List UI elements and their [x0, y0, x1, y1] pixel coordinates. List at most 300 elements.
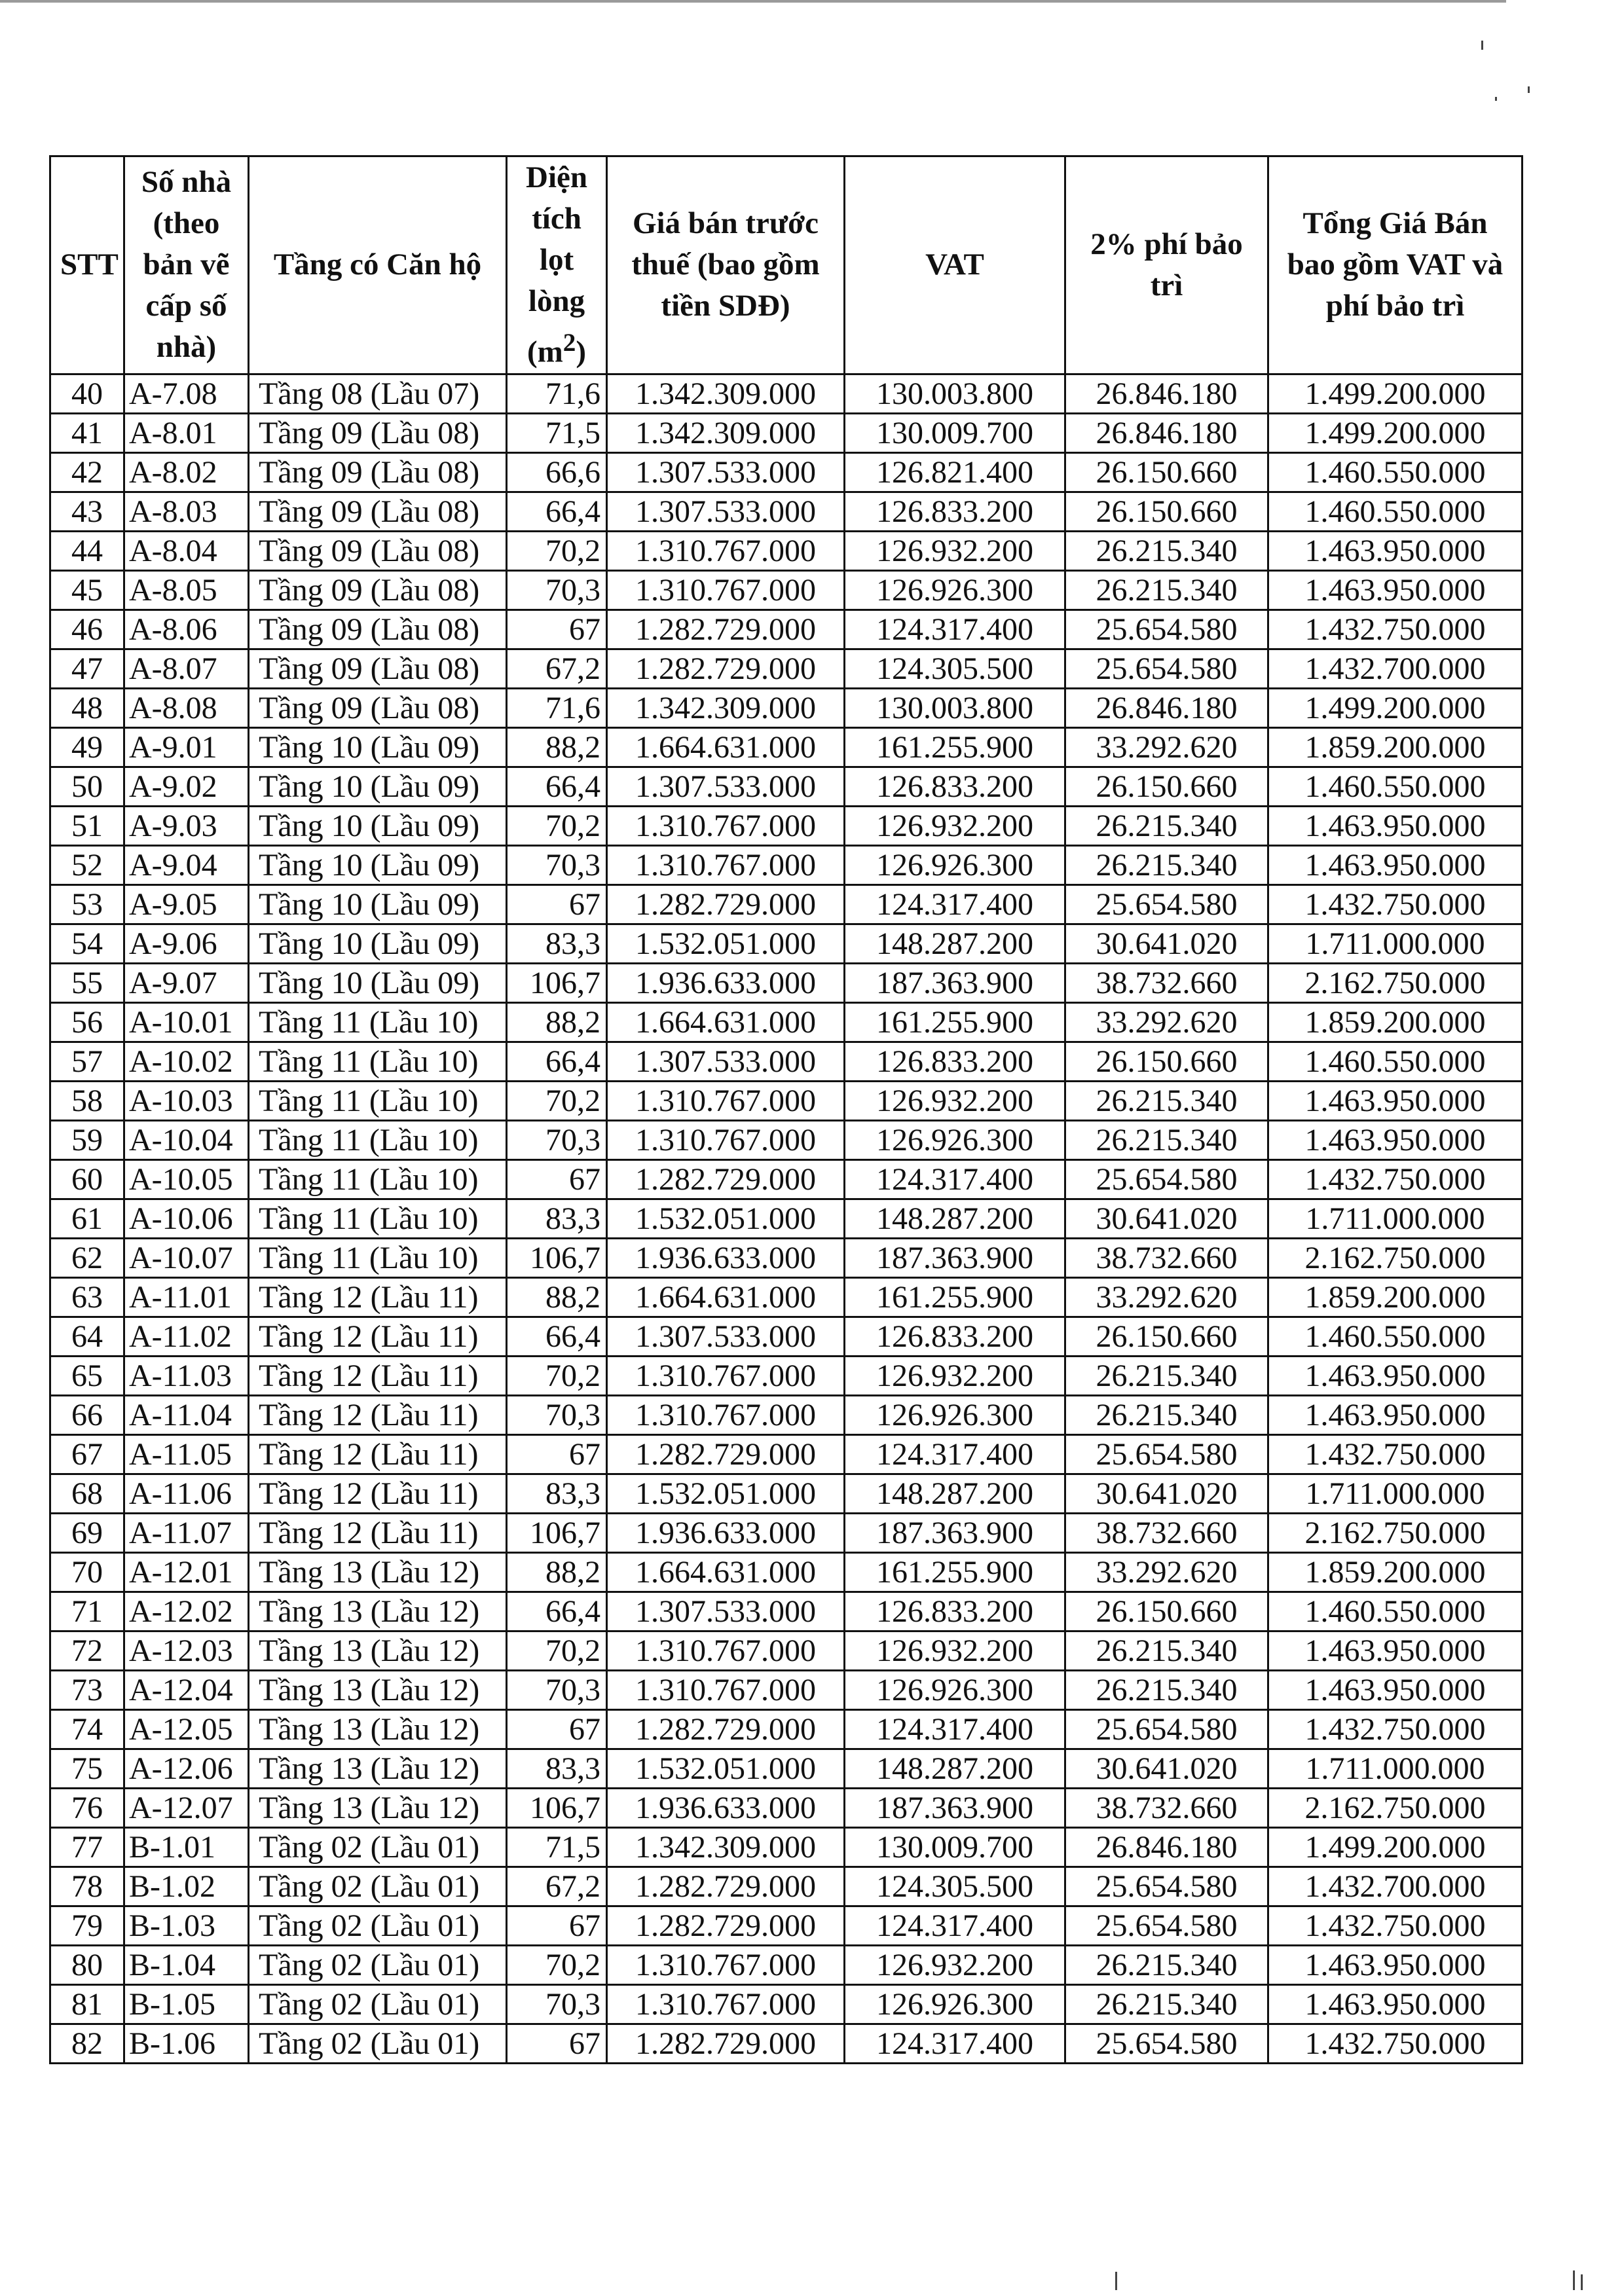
cell-fee: 38.732.660 — [1065, 1513, 1268, 1552]
cell-area: 83,3 — [507, 1199, 607, 1238]
cell-area: 70,3 — [507, 1395, 607, 1434]
table-row — [50, 688, 1522, 727]
cell-fee: 26.215.340 — [1065, 1670, 1268, 1709]
cell-unit: A-8.02 — [124, 452, 249, 492]
cell-floor: Tầng 02 (Lầu 01) — [249, 1945, 507, 1984]
cell-fee: 25.654.580 — [1065, 1159, 1268, 1199]
cell-fee: 26.150.660 — [1065, 767, 1268, 806]
cell-fee: 25.654.580 — [1065, 884, 1268, 924]
cell-floor: Tầng 12 (Lầu 11) — [249, 1356, 507, 1395]
cell-price: 1.310.767.000 — [607, 1395, 845, 1434]
cell-stt: 77 — [50, 1827, 124, 1867]
cell-stt: 57 — [50, 1042, 124, 1081]
cell-area: 70,3 — [507, 1670, 607, 1709]
cell-unit: A-9.05 — [124, 884, 249, 924]
cell-stt: 70 — [50, 1552, 124, 1592]
table-row — [50, 452, 1522, 492]
cell-unit: A-12.07 — [124, 1788, 249, 1827]
cell-vat: 126.932.200 — [845, 806, 1065, 845]
cell-vat: 161.255.900 — [845, 1277, 1065, 1317]
cell-stt: 53 — [50, 884, 124, 924]
cell-price: 1.307.533.000 — [607, 492, 845, 531]
cell-floor: Tầng 09 (Lầu 08) — [249, 610, 507, 649]
cell-vat: 148.287.200 — [845, 924, 1065, 963]
cell-area: 88,2 — [507, 1552, 607, 1592]
table-row — [50, 492, 1522, 531]
table-row — [50, 1081, 1522, 1120]
table-row — [50, 1906, 1522, 1945]
table-row — [50, 2024, 1522, 2063]
cell-stt: 59 — [50, 1120, 124, 1159]
cell-fee: 26.215.340 — [1065, 1631, 1268, 1670]
table-row — [50, 884, 1522, 924]
cell-stt: 55 — [50, 963, 124, 1002]
cell-stt: 79 — [50, 1906, 124, 1945]
cell-price: 1.342.309.000 — [607, 688, 845, 727]
cell-price: 1.307.533.000 — [607, 1042, 845, 1081]
cell-area: 70,3 — [507, 1120, 607, 1159]
cell-price: 1.310.767.000 — [607, 845, 845, 884]
cell-total: 1.432.700.000 — [1268, 1867, 1522, 1906]
cell-stt: 66 — [50, 1395, 124, 1434]
cell-area: 71,6 — [507, 688, 607, 727]
cell-unit: A-10.02 — [124, 1042, 249, 1081]
table-row — [50, 1434, 1522, 1474]
header-area-sup: 2 — [563, 329, 576, 357]
table-row — [50, 374, 1522, 413]
cell-stt: 61 — [50, 1199, 124, 1238]
cell-fee: 26.150.660 — [1065, 452, 1268, 492]
cell-vat: 126.932.200 — [845, 1631, 1065, 1670]
table-row — [50, 1631, 1522, 1670]
cell-vat: 187.363.900 — [845, 963, 1065, 1002]
cell-price: 1.342.309.000 — [607, 413, 845, 452]
cell-floor: Tầng 11 (Lầu 10) — [249, 1159, 507, 1199]
cell-area: 70,3 — [507, 845, 607, 884]
cell-vat: 126.833.200 — [845, 1592, 1065, 1631]
cell-fee: 26.150.660 — [1065, 1317, 1268, 1356]
cell-unit: A-12.05 — [124, 1709, 249, 1749]
cell-price: 1.282.729.000 — [607, 1709, 845, 1749]
cell-stt: 81 — [50, 1984, 124, 2024]
cell-floor: Tầng 10 (Lầu 09) — [249, 806, 507, 845]
header-stt: STT — [50, 156, 124, 374]
cell-area: 66,4 — [507, 492, 607, 531]
scan-mark — [1495, 97, 1497, 101]
cell-stt: 65 — [50, 1356, 124, 1395]
cell-vat: 126.821.400 — [845, 452, 1065, 492]
cell-area: 88,2 — [507, 1002, 607, 1042]
cell-total: 1.432.750.000 — [1268, 1709, 1522, 1749]
cell-floor: Tầng 09 (Lầu 08) — [249, 649, 507, 688]
cell-total: 1.859.200.000 — [1268, 1277, 1522, 1317]
cell-floor: Tầng 12 (Lầu 11) — [249, 1434, 507, 1474]
cell-stt: 82 — [50, 2024, 124, 2063]
cell-total: 1.432.700.000 — [1268, 649, 1522, 688]
cell-floor: Tầng 09 (Lầu 08) — [249, 452, 507, 492]
cell-unit: A-9.07 — [124, 963, 249, 1002]
cell-price: 1.664.631.000 — [607, 1002, 845, 1042]
header-vat: VAT — [845, 156, 1065, 374]
table-row — [50, 1984, 1522, 2024]
cell-total: 1.463.950.000 — [1268, 531, 1522, 570]
cell-floor: Tầng 02 (Lầu 01) — [249, 1867, 507, 1906]
cell-vat: 126.926.300 — [845, 1120, 1065, 1159]
cell-unit: B-1.04 — [124, 1945, 249, 1984]
cell-unit: A-11.03 — [124, 1356, 249, 1395]
cell-area: 67,2 — [507, 1867, 607, 1906]
cell-price: 1.664.631.000 — [607, 1552, 845, 1592]
cell-unit: A-8.05 — [124, 570, 249, 610]
cell-floor: Tầng 13 (Lầu 12) — [249, 1749, 507, 1788]
cell-area: 66,4 — [507, 1042, 607, 1081]
cell-fee: 26.150.660 — [1065, 1042, 1268, 1081]
cell-fee: 33.292.620 — [1065, 1277, 1268, 1317]
cell-floor: Tầng 02 (Lầu 01) — [249, 2024, 507, 2063]
cell-floor: Tầng 12 (Lầu 11) — [249, 1277, 507, 1317]
cell-total: 1.859.200.000 — [1268, 1002, 1522, 1042]
cell-floor: Tầng 13 (Lầu 12) — [249, 1670, 507, 1709]
cell-unit: A-10.01 — [124, 1002, 249, 1042]
cell-unit: B-1.03 — [124, 1906, 249, 1945]
cell-total: 1.463.950.000 — [1268, 1670, 1522, 1709]
cell-vat: 130.009.700 — [845, 413, 1065, 452]
cell-total: 1.460.550.000 — [1268, 1042, 1522, 1081]
table-row — [50, 1788, 1522, 1827]
cell-total: 1.432.750.000 — [1268, 1159, 1522, 1199]
scan-mark — [1481, 41, 1483, 50]
cell-total: 1.463.950.000 — [1268, 1081, 1522, 1120]
cell-unit: A-7.08 — [124, 374, 249, 413]
cell-total: 1.432.750.000 — [1268, 884, 1522, 924]
cell-stt: 69 — [50, 1513, 124, 1552]
cell-total: 1.859.200.000 — [1268, 1552, 1522, 1592]
cell-unit: A-8.03 — [124, 492, 249, 531]
table-row — [50, 1670, 1522, 1709]
cell-total: 1.432.750.000 — [1268, 1434, 1522, 1474]
cell-price: 1.532.051.000 — [607, 924, 845, 963]
cell-unit: B-1.05 — [124, 1984, 249, 2024]
cell-price: 1.532.051.000 — [607, 1749, 845, 1788]
table-row — [50, 1552, 1522, 1592]
cell-floor: Tầng 13 (Lầu 12) — [249, 1709, 507, 1749]
cell-floor: Tầng 11 (Lầu 10) — [249, 1042, 507, 1081]
table-row — [50, 1120, 1522, 1159]
cell-vat: 124.317.400 — [845, 1906, 1065, 1945]
cell-stt: 76 — [50, 1788, 124, 1827]
table-row — [50, 1513, 1522, 1552]
table-row — [50, 531, 1522, 570]
cell-total: 1.463.950.000 — [1268, 806, 1522, 845]
cell-area: 70,2 — [507, 1356, 607, 1395]
cell-vat: 124.317.400 — [845, 2024, 1065, 2063]
table-row — [50, 1159, 1522, 1199]
cell-fee: 30.641.020 — [1065, 1474, 1268, 1513]
cell-area: 83,3 — [507, 924, 607, 963]
cell-price: 1.282.729.000 — [607, 2024, 845, 2063]
cell-fee: 26.215.340 — [1065, 1081, 1268, 1120]
cell-unit: B-1.02 — [124, 1867, 249, 1906]
cell-total: 1.463.950.000 — [1268, 845, 1522, 884]
cell-stt: 58 — [50, 1081, 124, 1120]
cell-area: 70,2 — [507, 1945, 607, 1984]
table-row — [50, 1002, 1522, 1042]
cell-unit: A-11.05 — [124, 1434, 249, 1474]
cell-total: 1.463.950.000 — [1268, 1631, 1522, 1670]
cell-floor: Tầng 11 (Lầu 10) — [249, 1199, 507, 1238]
cell-total: 1.711.000.000 — [1268, 1474, 1522, 1513]
header-area-suffix: ) — [576, 335, 587, 369]
cell-price: 1.310.767.000 — [607, 806, 845, 845]
cell-area: 66,6 — [507, 452, 607, 492]
cell-vat: 126.833.200 — [845, 1042, 1065, 1081]
cell-fee: 26.215.340 — [1065, 1120, 1268, 1159]
cell-area: 67 — [507, 2024, 607, 2063]
cell-total: 2.162.750.000 — [1268, 1513, 1522, 1552]
cell-unit: A-8.04 — [124, 531, 249, 570]
cell-unit: A-10.06 — [124, 1199, 249, 1238]
cell-vat: 148.287.200 — [845, 1474, 1065, 1513]
cell-price: 1.307.533.000 — [607, 1592, 845, 1631]
cell-vat: 130.003.800 — [845, 374, 1065, 413]
cell-stt: 74 — [50, 1709, 124, 1749]
cell-area: 70,2 — [507, 806, 607, 845]
cell-floor: Tầng 10 (Lầu 09) — [249, 884, 507, 924]
cell-area: 67 — [507, 1906, 607, 1945]
cell-fee: 30.641.020 — [1065, 924, 1268, 963]
cell-floor: Tầng 12 (Lầu 11) — [249, 1395, 507, 1434]
cell-fee: 26.846.180 — [1065, 1827, 1268, 1867]
table-row — [50, 1592, 1522, 1631]
cell-total: 1.499.200.000 — [1268, 374, 1522, 413]
cell-vat: 161.255.900 — [845, 1552, 1065, 1592]
cell-floor: Tầng 13 (Lầu 12) — [249, 1552, 507, 1592]
cell-floor: Tầng 12 (Lầu 11) — [249, 1317, 507, 1356]
cell-price: 1.936.633.000 — [607, 1788, 845, 1827]
cell-fee: 26.215.340 — [1065, 845, 1268, 884]
cell-stt: 78 — [50, 1867, 124, 1906]
cell-fee: 25.654.580 — [1065, 1434, 1268, 1474]
cell-vat: 148.287.200 — [845, 1749, 1065, 1788]
scan-mark — [1115, 2272, 1117, 2290]
cell-stt: 48 — [50, 688, 124, 727]
cell-floor: Tầng 02 (Lầu 01) — [249, 1827, 507, 1867]
table-row — [50, 767, 1522, 806]
cell-price: 1.936.633.000 — [607, 1513, 845, 1552]
cell-floor: Tầng 13 (Lầu 12) — [249, 1788, 507, 1827]
cell-fee: 33.292.620 — [1065, 1002, 1268, 1042]
cell-fee: 33.292.620 — [1065, 727, 1268, 767]
cell-total: 1.460.550.000 — [1268, 492, 1522, 531]
cell-unit: A-11.02 — [124, 1317, 249, 1356]
cell-total: 1.463.950.000 — [1268, 1945, 1522, 1984]
cell-unit: A-9.01 — [124, 727, 249, 767]
cell-floor: Tầng 10 (Lầu 09) — [249, 767, 507, 806]
header-area-prefix: Diện tích lọt lòng (m — [526, 160, 587, 369]
cell-area: 106,7 — [507, 1513, 607, 1552]
cell-vat: 161.255.900 — [845, 1002, 1065, 1042]
cell-total: 1.499.200.000 — [1268, 1827, 1522, 1867]
table-row — [50, 924, 1522, 963]
cell-floor: Tầng 11 (Lầu 10) — [249, 1081, 507, 1120]
cell-fee: 26.846.180 — [1065, 688, 1268, 727]
cell-area: 70,2 — [507, 1081, 607, 1120]
cell-unit: A-11.04 — [124, 1395, 249, 1434]
cell-vat: 126.932.200 — [845, 1356, 1065, 1395]
cell-fee: 25.654.580 — [1065, 610, 1268, 649]
cell-unit: A-12.03 — [124, 1631, 249, 1670]
cell-total: 1.711.000.000 — [1268, 924, 1522, 963]
cell-vat: 124.317.400 — [845, 1159, 1065, 1199]
cell-area: 70,2 — [507, 1631, 607, 1670]
cell-stt: 50 — [50, 767, 124, 806]
cell-stt: 43 — [50, 492, 124, 531]
cell-stt: 41 — [50, 413, 124, 452]
cell-stt: 67 — [50, 1434, 124, 1474]
cell-unit: A-11.06 — [124, 1474, 249, 1513]
cell-stt: 56 — [50, 1002, 124, 1042]
cell-area: 67 — [507, 884, 607, 924]
cell-unit: A-9.03 — [124, 806, 249, 845]
cell-vat: 124.317.400 — [845, 1709, 1065, 1749]
cell-unit: A-12.01 — [124, 1552, 249, 1592]
cell-total: 1.463.950.000 — [1268, 1395, 1522, 1434]
table-row — [50, 1749, 1522, 1788]
cell-unit: A-12.02 — [124, 1592, 249, 1631]
table-row — [50, 570, 1522, 610]
cell-stt: 60 — [50, 1159, 124, 1199]
cell-fee: 26.150.660 — [1065, 492, 1268, 531]
cell-price: 1.310.767.000 — [607, 570, 845, 610]
cell-vat: 126.833.200 — [845, 492, 1065, 531]
cell-fee: 26.150.660 — [1065, 1592, 1268, 1631]
cell-price: 1.342.309.000 — [607, 374, 845, 413]
cell-floor: Tầng 10 (Lầu 09) — [249, 727, 507, 767]
cell-stt: 73 — [50, 1670, 124, 1709]
cell-stt: 45 — [50, 570, 124, 610]
table-row — [50, 1199, 1522, 1238]
cell-price: 1.307.533.000 — [607, 767, 845, 806]
cell-unit: A-10.03 — [124, 1081, 249, 1120]
cell-vat: 126.833.200 — [845, 1317, 1065, 1356]
cell-fee: 25.654.580 — [1065, 2024, 1268, 2063]
cell-unit: B-1.06 — [124, 2024, 249, 2063]
cell-floor: Tầng 11 (Lầu 10) — [249, 1002, 507, 1042]
cell-total: 1.432.750.000 — [1268, 2024, 1522, 2063]
table-row — [50, 413, 1522, 452]
cell-fee: 38.732.660 — [1065, 1238, 1268, 1277]
cell-area: 106,7 — [507, 1788, 607, 1827]
cell-stt: 68 — [50, 1474, 124, 1513]
cell-total: 1.711.000.000 — [1268, 1199, 1522, 1238]
cell-floor: Tầng 11 (Lầu 10) — [249, 1238, 507, 1277]
cell-stt: 54 — [50, 924, 124, 963]
header-price: Giá bán trước thuế (bao gồm tiền SDĐ) — [607, 156, 845, 374]
cell-fee: 26.215.340 — [1065, 1395, 1268, 1434]
cell-floor: Tầng 13 (Lầu 12) — [249, 1631, 507, 1670]
table-row — [50, 1042, 1522, 1081]
cell-area: 71,5 — [507, 1827, 607, 1867]
scan-mark — [1573, 2270, 1575, 2290]
cell-area: 83,3 — [507, 1474, 607, 1513]
cell-unit: A-8.06 — [124, 610, 249, 649]
cell-unit: A-9.06 — [124, 924, 249, 963]
cell-fee: 26.215.340 — [1065, 570, 1268, 610]
cell-floor: Tầng 08 (Lầu 07) — [249, 374, 507, 413]
cell-fee: 30.641.020 — [1065, 1749, 1268, 1788]
scan-mark — [1528, 86, 1530, 93]
cell-fee: 26.215.340 — [1065, 1984, 1268, 2024]
cell-fee: 26.215.340 — [1065, 1945, 1268, 1984]
cell-area: 106,7 — [507, 963, 607, 1002]
cell-price: 1.282.729.000 — [607, 1434, 845, 1474]
cell-total: 1.711.000.000 — [1268, 1749, 1522, 1788]
cell-vat: 126.926.300 — [845, 845, 1065, 884]
apartment-price-table — [49, 155, 1523, 2064]
cell-total: 1.460.550.000 — [1268, 1592, 1522, 1631]
cell-vat: 148.287.200 — [845, 1199, 1065, 1238]
cell-stt: 47 — [50, 649, 124, 688]
cell-area: 67 — [507, 1709, 607, 1749]
cell-price: 1.282.729.000 — [607, 1906, 845, 1945]
cell-area: 70,2 — [507, 531, 607, 570]
cell-floor: Tầng 09 (Lầu 08) — [249, 413, 507, 452]
cell-price: 1.282.729.000 — [607, 649, 845, 688]
cell-vat: 126.932.200 — [845, 531, 1065, 570]
cell-stt: 75 — [50, 1749, 124, 1788]
cell-vat: 126.932.200 — [845, 1081, 1065, 1120]
table-row — [50, 1238, 1522, 1277]
scan-mark — [1581, 2274, 1583, 2290]
cell-unit: A-10.05 — [124, 1159, 249, 1199]
cell-area: 71,6 — [507, 374, 607, 413]
table-row — [50, 1945, 1522, 1984]
cell-price: 1.936.633.000 — [607, 963, 845, 1002]
cell-fee: 26.846.180 — [1065, 413, 1268, 452]
cell-area: 66,4 — [507, 1592, 607, 1631]
cell-price: 1.310.767.000 — [607, 1670, 845, 1709]
cell-fee: 26.215.340 — [1065, 806, 1268, 845]
top-rule — [0, 0, 1506, 3]
table-row — [50, 1356, 1522, 1395]
cell-total: 2.162.750.000 — [1268, 1238, 1522, 1277]
cell-stt: 44 — [50, 531, 124, 570]
table-row — [50, 727, 1522, 767]
cell-price: 1.282.729.000 — [607, 1867, 845, 1906]
cell-stt: 40 — [50, 374, 124, 413]
cell-fee: 38.732.660 — [1065, 1788, 1268, 1827]
cell-unit: A-10.07 — [124, 1238, 249, 1277]
cell-price: 1.664.631.000 — [607, 727, 845, 767]
cell-vat: 126.926.300 — [845, 1670, 1065, 1709]
cell-total: 1.463.950.000 — [1268, 1984, 1522, 2024]
cell-floor: Tầng 02 (Lầu 01) — [249, 1906, 507, 1945]
cell-unit: A-9.04 — [124, 845, 249, 884]
cell-price: 1.310.767.000 — [607, 1984, 845, 2024]
cell-floor: Tầng 13 (Lầu 12) — [249, 1592, 507, 1631]
cell-price: 1.664.631.000 — [607, 1277, 845, 1317]
cell-floor: Tầng 02 (Lầu 01) — [249, 1984, 507, 2024]
cell-fee: 30.641.020 — [1065, 1199, 1268, 1238]
cell-unit: A-10.04 — [124, 1120, 249, 1159]
cell-stt: 80 — [50, 1945, 124, 1984]
cell-floor: Tầng 09 (Lầu 08) — [249, 688, 507, 727]
cell-price: 1.282.729.000 — [607, 1159, 845, 1199]
cell-total: 1.460.550.000 — [1268, 767, 1522, 806]
cell-vat: 124.317.400 — [845, 884, 1065, 924]
cell-area: 71,5 — [507, 413, 607, 452]
table-row — [50, 1277, 1522, 1317]
